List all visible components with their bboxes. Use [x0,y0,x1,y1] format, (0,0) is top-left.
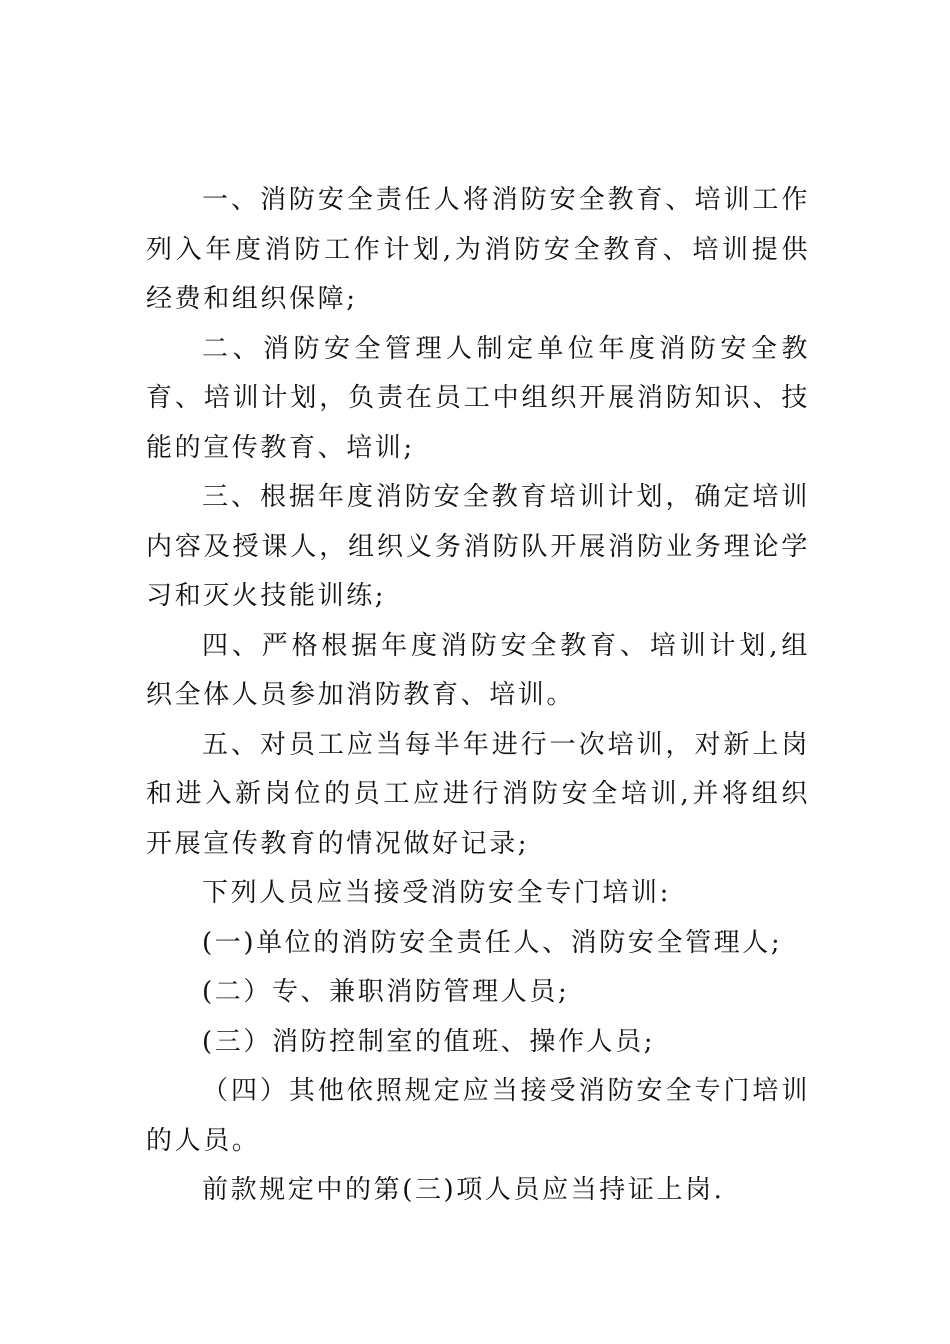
list-item-3: (三）消防控制室的值班、操作人员; [202,1026,656,1057]
paragraph-6: 下列人员应当接受消防安全专门培训: [202,878,671,908]
list-item-2: (二）专、兼职消防管理人员; [202,977,570,1007]
list-item-1: (一)单位的消防安全责任人、消防安全管理人; [202,927,783,958]
paragraph-7: 前款规定中的第(三)项人员应当持证上岗. [202,1175,725,1205]
document-body [146,176,810,1216]
paragraph-5: 五、对员工应当每半年进行一次培训，对新上岗和进入新岗位的员工应进行消防安全培训,并将组织开展宣传教育的情况做好记录; [146,729,810,859]
paragraph-1: 一、消防安全责任人将消防安全教育、培训工作列入年度消防工作计划,为消防安全教育、培训提供经费和组织保障; [146,185,810,314]
paragraph-2: 二、消防安全管理人制定单位年度消防安全教育、培训计划，负责在员工中组织开展消防知识、技能的宣传教育、培训; [146,333,810,463]
paragraph-3: 三、根据年度消防安全教育培训计划，确定培训内容及授课人，组织义务消防队开展消防业务理论学习和灭火技能训练; [146,482,810,611]
paragraph-4: 四、严格根据年度消防安全教育、培训计划,组织全体人员参加消防教育、培训。 [146,630,810,710]
list-item-4: （四）其他依照规定应当接受消防安全专门培训的人员。 [146,1076,810,1156]
